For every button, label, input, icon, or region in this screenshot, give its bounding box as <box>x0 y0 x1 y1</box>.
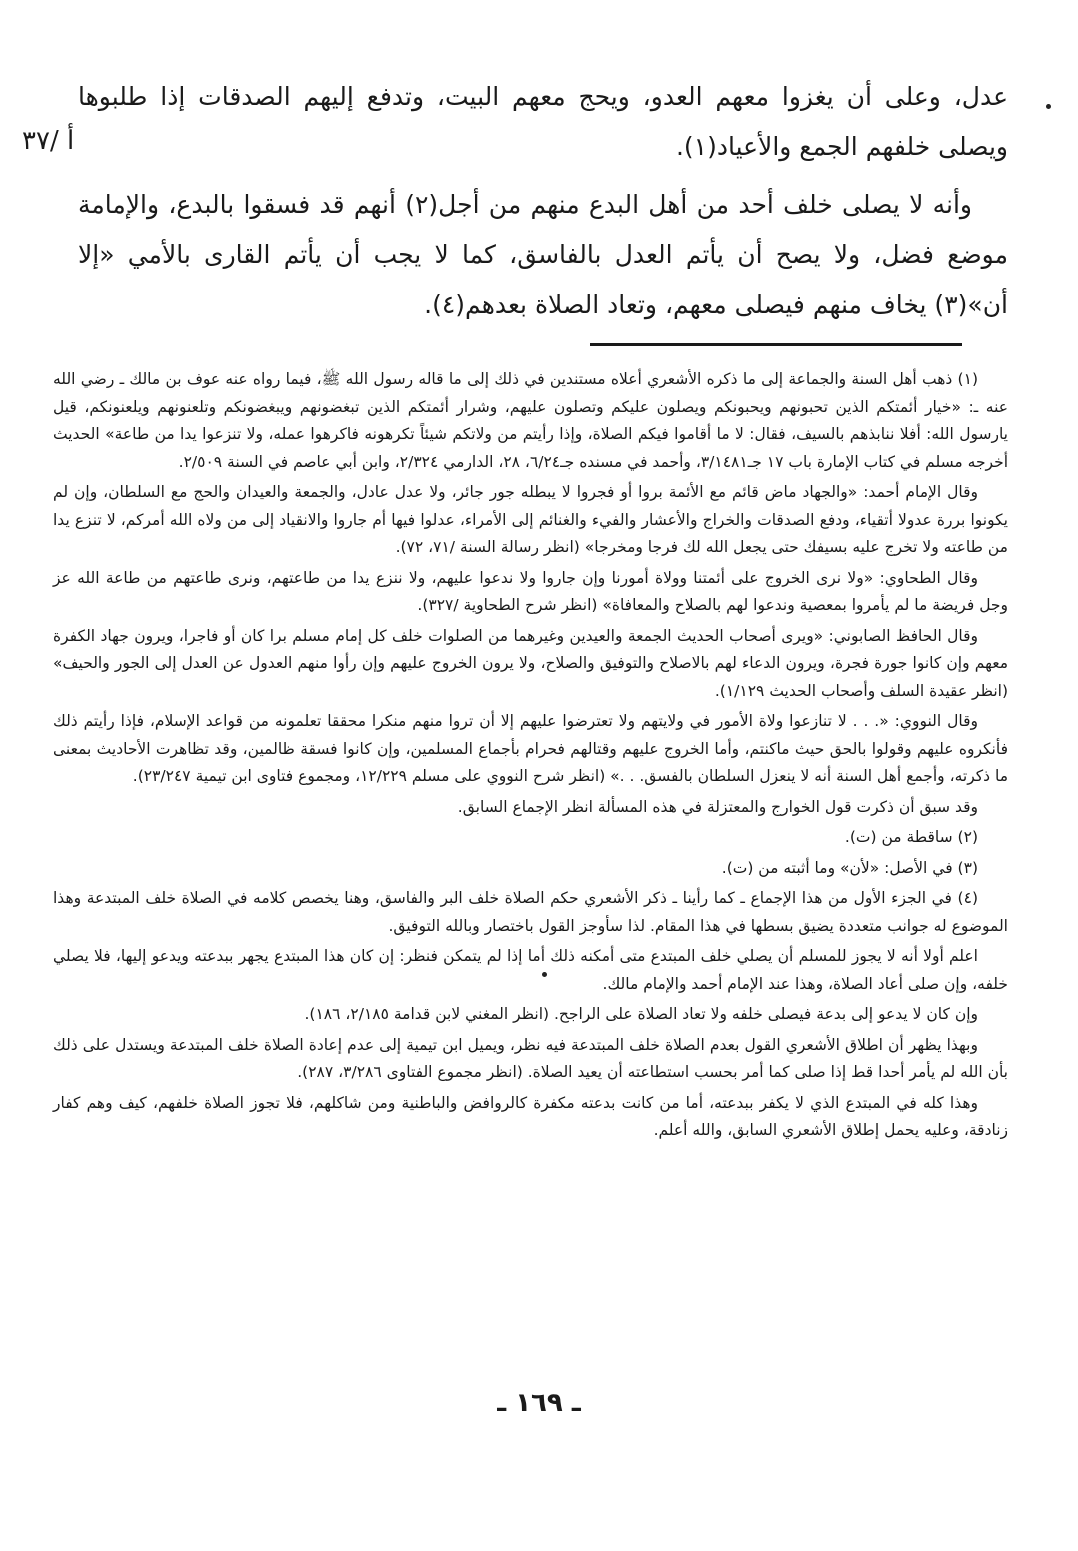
scan-speck <box>1046 104 1051 109</box>
footnote-divider <box>590 343 962 346</box>
footnote-paragraph: وقد سبق أن ذكرت قول الخوارج والمعتزلة في هذه المسألة انظر الإجماع السابق. <box>457 797 978 816</box>
footnote-paragraph: (٣) في الأصل: «لأن» وما أثبته من (ت). <box>721 858 978 877</box>
folio-margin-note: أ /٣٧ <box>22 126 75 156</box>
page-number: ـ ١٦٩ ـ <box>497 1388 581 1418</box>
footnote-paragraph: وإن كان لا يدعو إلى بدعة فيصلى خلفه ولا تعاد الصلاة على الراجح. (انظر المغني لابن قدامة ٢/١٨٥، ١٨٦). <box>304 1005 978 1023</box>
footnote-paragraph: (٢) ساقطة من (ت). <box>844 828 978 846</box>
footnote-paragraph: وقال الحافظ الصابوني: «ويرى أصحاب الحديث الجمعة والعيدين وغيرهما من الصلوات خلف كل إمام مسلم برا كان أو فاجرا، ويرون جهاد الكفرة معهم وإن كانوا جورة فجرة، ويرون الدعاء لهم بالاصلاح والتوفيق والصلاح، ولا يرون الخروج عليهم وإن رأوا منهم العدول عن العدل إلى الجور والحيف» (انظر عقيدة السلف وأصحاب الحديث ١/١٢٩). <box>53 626 1008 700</box>
footnote-paragraph: وقال الطحاوي: «ولا نرى الخروج على أئمتنا وولاة أمورنا وإن جاروا ولا ندعوا عليهم، ولا ننزع يدا من طاعتهم، ونرى طاعتهم من طاعة الله عز وجل فريضة ما لم يأمروا بمعصية وندعوا لهم بالصلاح والمعافاة» (انظر شرح الطحاوية /٣٢٧). <box>53 568 1008 614</box>
footnote-paragraph: (٤) في الجزء الأول من هذا الإجماع ـ كما رأينا ـ ذكر الأشعري حكم الصلاة خلف البر والفاسق، وهنا يخصص كلامه في الصلاة خلف المبتدعة وهذا الموضوع له جوانب متعددة يضيق بسطها في هذا المقام. لذا سأوجز القول باختصار وبالله التوفيق. <box>53 889 1008 935</box>
footnote-paragraph: (١) ذهب أهل السنة والجماعة إلى ما ذكره الأشعري أعلاه مستندين في ذلك إلى ما قاله رسول الله ﷺ، فيما رواه عنه عوف بن مالك ـ رضي الله عنه ـ: «خيار أئمتكم الذين تحبونهم ويحبونكم ويصلون عليكم وتصلون عليهم، وشرار أئمتكم الذين تبغضونهم ويبغضونكم وتلعنونهم ويلعنونكم، قيل يارسول الله: أفلا ننابذهم بالسيف، فقال: لا ما أقاموا فيكم الصلاة، وإذا رأيتم من ولاتكم شيئاً تكرهونه فاكرهوا عمله، ولا تنزعوا يدا من طاعة» الحديث أخرجه مسلم في كتاب الإمارة باب ١٧ جـ٣/١٤٨١، وأحمد في مسنده جـ٦/٢٤، ٢٨، الدارمي ٢/٣٢٤، وابن أبي عاصم في السنة ٢/٥٠٩. <box>53 370 1008 471</box>
main-paragraph: وأنه لا يصلى خلف أحد من أهل البدع منهم من أجل(٢) أنهم قد فسقوا بالبدع، والإمامة موضع فضل، ولا يصح أن يأتم العدل بالفاسق، كما لا يجب أن يأتم القارى بالأمي «إلا أن»(٣) يخاف منهم فيصلى معهم، وتعاد الصلاة بعدهم(٤). <box>78 190 1008 319</box>
footnote-paragraph: وقال النووي: «. . . لا تنازعوا ولاة الأمور في ولايتهم ولا تعترضوا عليهم إلا أن تروا منهم منكرا محققا تعلمونه من قواعد الإسلام، فإذا رأيتم ذلك فأنكروه عليهم وقولوا بالحق حيث ماكنتم، وأما الخروج عليهم وقتالهم فحرام بأجماع المسلمين، وإن كانوا فسقة ظالمين، وقد تظاهرت الأحاديث بمعنى ما ذكرته، وأجمع أهل السنة أنه لا ينعزل السلطان بالفسق. . .» (انظر شرح النووي على مسلم ١٢/٢٢٩، ومجموع فتاوى ابن تيمية ٢٣/٢٤٧). <box>53 712 1008 785</box>
footnote-paragraph: وهذا كله في المبتدع الذي لا يكفر ببدعته، أما من كانت بدعته مكفرة كالروافض والباطنية ومن شاكلهم، فلا تجوز الصلاة خلفهم، كيف وهم كفار زنادقة، وعليه يحمل إطلاق الأشعري السابق، والله أعلم. <box>53 1093 1008 1139</box>
footnote-paragraph: وبهذا يظهر أن اطلاق الأشعري القول بعدم الصلاة خلف المبتدعة فيه نظر، ويميل ابن تيمية إلى عدم إعادة الصلاة خلف المبتدعة ويستدل على ذلك بأن الله لم يأمر أحدا قط إذا صلى كما أمر بحسب استطاعته أن يعيد الصلاة. (انظر مجموع الفتاوى ٣/٢٨٦، ٢٨٧). <box>53 1035 1008 1081</box>
main-text-body <box>78 72 1008 330</box>
footnote-paragraph: اعلم أولا أنه لا يجوز للمسلم أن يصلي خلف المبتدع متى أمكنه ذلك أما إذا لم يتمكن فنظر: إن كان هذا المبتدع يجهر ببدعته ويدعو إليها، فلا يصلي خلفه، وإن صلى أعاد الصلاة، وهذا عند الإمام أحمد والإمام مالك. <box>53 947 1008 993</box>
main-paragraph: عدل، وعلى أن يغزوا معهم العدو، ويحج معهم البيت، وتدفع إليهم الصدقات إذا طلبوها ويصلى خلفهم الجمع والأعياد(١). <box>78 82 1008 161</box>
footnotes-section <box>53 366 1008 1148</box>
footnote-paragraph: وقال الإمام أحمد: «والجهاد ماض قائم مع الأئمة بروا أو فجروا لا يبطله جور جائر، ولا عدل عادل، والجمعة والعيدان والحج مع السلطان، وإن لم يكونوا بررة عدولا أتقياء، ودفع الصدقات والخراج والأعشار والفيء والغنائم إلى الأمراء، عدلوا فيها أم جاروا والانقياد إلى من ولاه الله أمركم، لا تنزع يدا من طاعته ولا تخرج عليه بسيفك حتى يجعل الله لك فرجا ومخرجا» (انظر رسالة السنة /٧١، ٧٢). <box>53 483 1008 556</box>
